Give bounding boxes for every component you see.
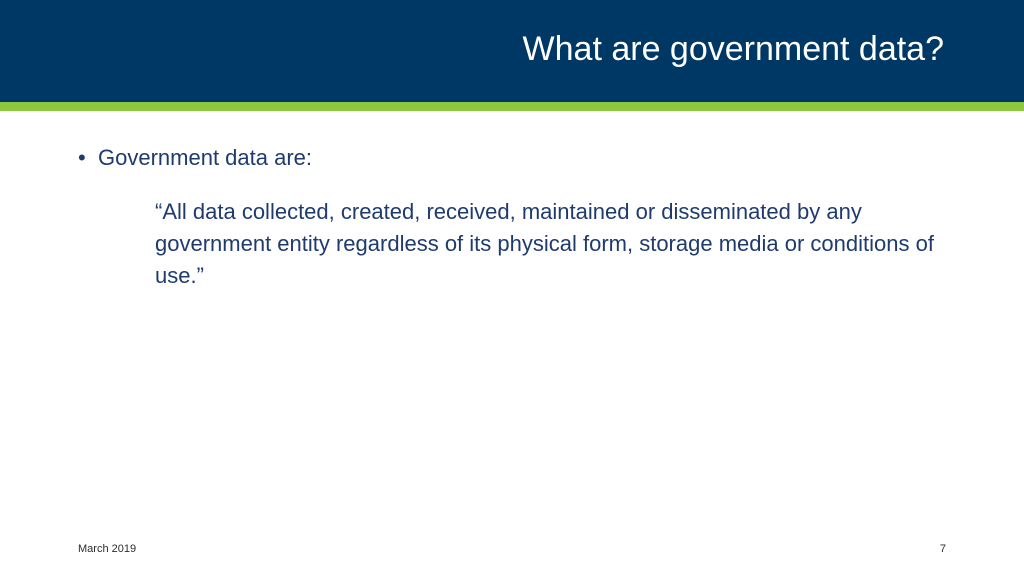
definition-quote: “All data collected, created, received, maintained or disseminated by any government entity regardless of its physical form, storage media or conditions of use.” [155,199,934,288]
bullet-item [78,145,312,171]
footer-date: March 2019 [78,543,137,555]
bullet-icon: • [78,145,86,170]
bullet-text: Government data are: [98,145,313,170]
slide-title: What are government data? [522,30,944,68]
slide-header [0,0,1024,102]
header-accent-bar [0,102,1024,111]
page-number: 7 [939,543,946,555]
